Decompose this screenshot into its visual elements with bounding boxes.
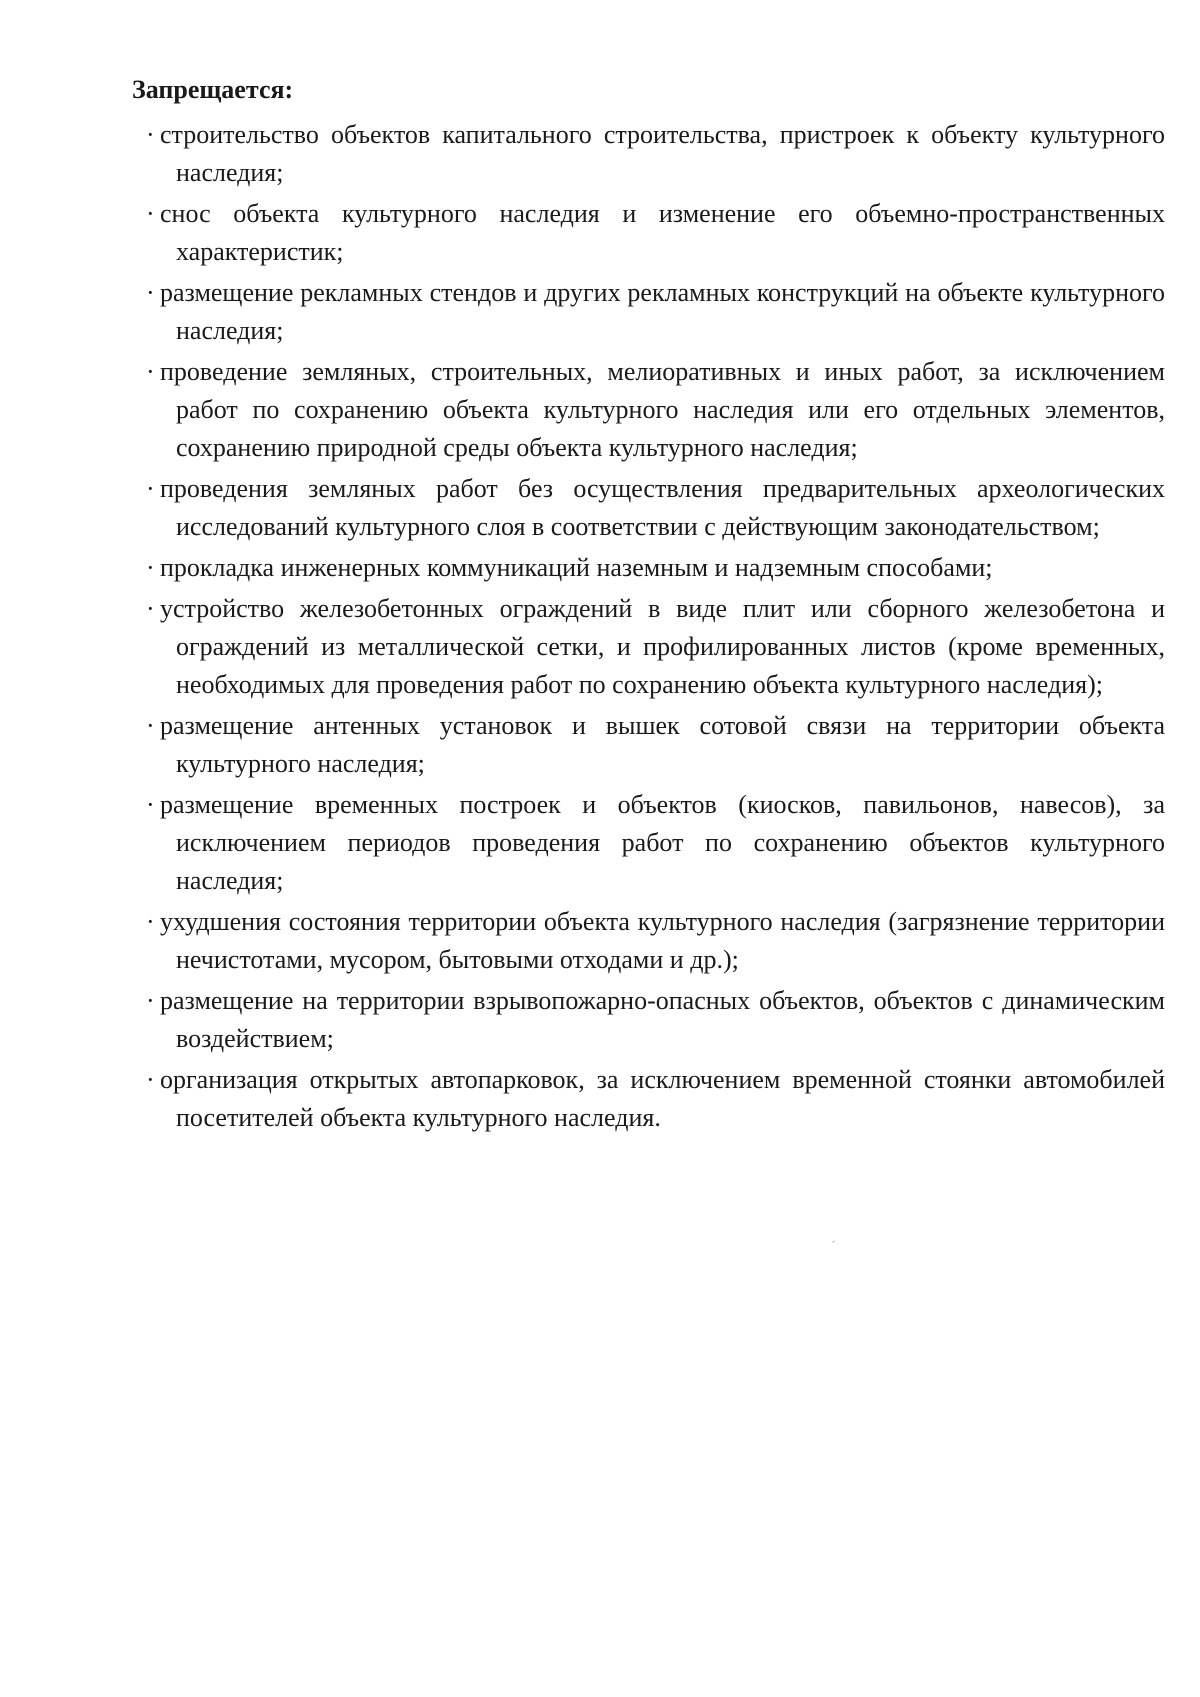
bullet-mark: · (146, 1065, 155, 1094)
scan-speck (832, 1240, 835, 1242)
list-item (132, 353, 1165, 467)
bullet-mark: · (146, 278, 155, 307)
list-item (132, 903, 1165, 979)
list-item-text: прокладка инженерных коммуникаций наземным и надземным способами; (160, 553, 993, 582)
list-item (132, 470, 1165, 546)
list-item-text: организация открытых автопарковок, за исключением временной стоянки автомобилей посетителей объекта культурного наследия. (160, 1065, 1165, 1132)
list-item (132, 1061, 1165, 1137)
bullet-mark: · (146, 553, 155, 582)
bullet-mark: · (146, 474, 155, 503)
bullet-mark: · (146, 986, 155, 1015)
list-item (132, 590, 1165, 704)
list-item (132, 274, 1165, 350)
list-item-text: устройство железобетонных ограждений в виде плит или сборного железобетона и ограждений из металлической сетки, и профилированных листов (кроме временных, необходимых для проведения работ по сохранению объекта культурного наследия); (160, 594, 1165, 699)
bullet-mark: · (146, 357, 155, 386)
list-item-text: снос объекта культурного наследия и изменение его объемно-пространственных характеристик; (160, 199, 1165, 266)
document-content (132, 72, 1165, 1140)
bullet-mark: · (146, 120, 155, 149)
list-item-text: размещение на территории взрывопожарно-опасных объектов, объектов с динамическим воздействием; (160, 986, 1165, 1053)
prohibitions-list (132, 116, 1165, 1137)
bullet-mark: · (146, 907, 155, 936)
list-item (132, 786, 1165, 900)
list-item (132, 707, 1165, 783)
bullet-mark: · (146, 199, 155, 228)
list-item-text: проведение земляных, строительных, мелиоративных и иных работ, за исключением работ по сохранению объекта культурного наследия или его отдельных элементов, сохранению природной среды объекта культурного наследия; (160, 357, 1165, 462)
list-item-text: размещение рекламных стендов и других рекламных конструкций на объекте культурного наследия; (160, 278, 1165, 345)
list-item-text: проведения земляных работ без осуществления предварительных археологических исследований культурного слоя в соответствии с действующим законодательством; (160, 474, 1165, 541)
list-item (132, 982, 1165, 1058)
list-item-text: размещение временных построек и объектов (киосков, павильонов, навесов), за исключением периодов проведения работ по сохранению объектов культурного наследия; (160, 790, 1165, 895)
list-item-text: строительство объектов капитального строительства, пристроек к объекту культурного наследия; (160, 120, 1165, 187)
section-heading: Запрещается: (132, 75, 294, 104)
list-item (132, 549, 1165, 587)
list-item-text: размещение антенных установок и вышек сотовой связи на территории объекта культурного наследия; (160, 711, 1165, 778)
list-item (132, 116, 1165, 192)
list-item-text: ухудшения состояния территории объекта культурного наследия (загрязнение территории нечистотами, мусором, бытовыми отходами и др.); (160, 907, 1165, 974)
bullet-mark: · (146, 711, 155, 740)
bullet-mark: · (146, 790, 155, 819)
bullet-mark: · (146, 594, 155, 623)
list-item (132, 195, 1165, 271)
